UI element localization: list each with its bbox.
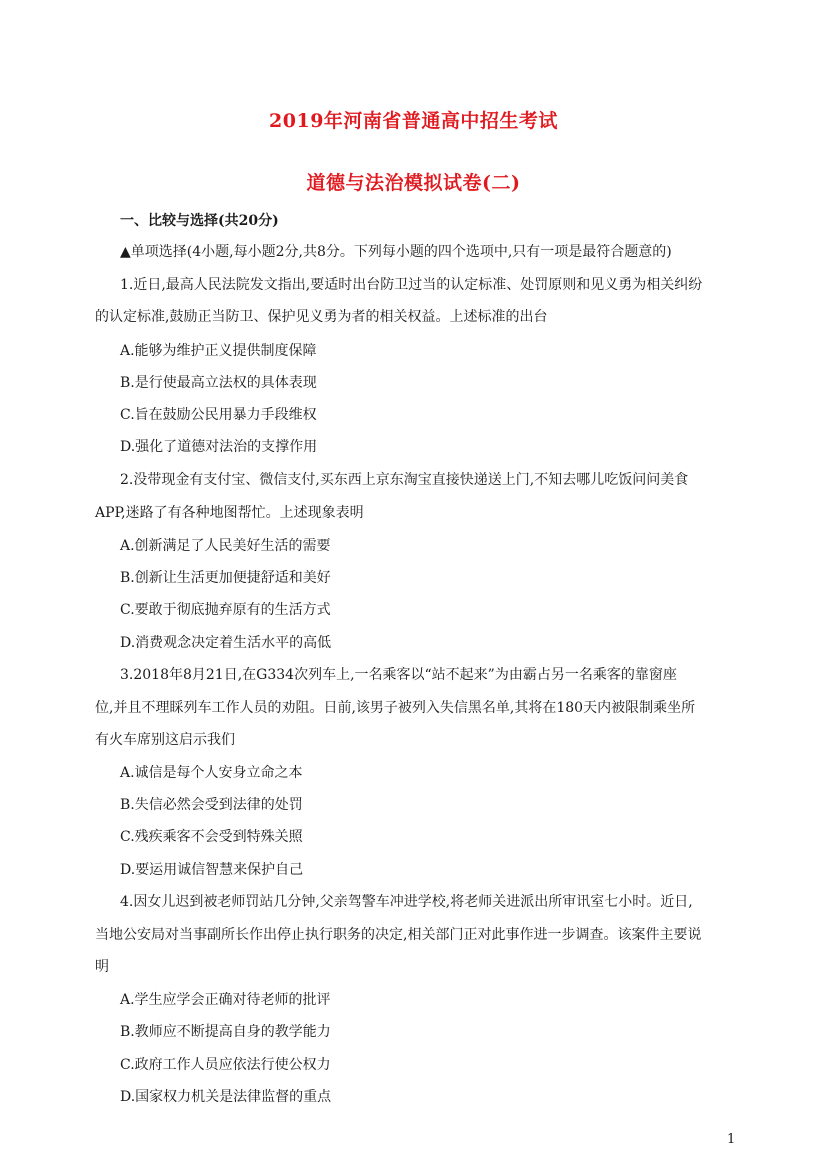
question-1-option-c: C.旨在鼓励公民用暴力手段维权: [120, 407, 317, 423]
exam-title: 2019年河南省普通高中招生考试: [269, 110, 558, 132]
question-2-option-b: B.创新让生活更加便捷舒适和美好: [120, 570, 331, 586]
question-3-option-d: D.要运用诚信智慧来保护自己: [120, 862, 304, 878]
question-2-option-d: D.消费观念决定着生活水平的高低: [120, 635, 332, 651]
question-4-stem-line-3: 明: [95, 959, 109, 975]
question-2-option-a: A.创新满足了人民美好生活的需要: [120, 538, 331, 554]
question-1-option-b: B.是行使最高立法权的具体表现: [120, 375, 317, 391]
question-4-option-b: B.教师应不断提高自身的教学能力: [120, 1024, 331, 1040]
page-number: 1: [727, 1132, 736, 1147]
question-4-stem-line-2: 当地公安局对当事副所长作出停止执行职务的决定,相关部门正对此事作进一步调查。该案件主要说: [95, 927, 702, 943]
question-4-option-c: C.政府工作人员应依法行使公权力: [120, 1057, 331, 1073]
question-1-stem-line-1: 1.近日,最高人民法院发文指出,要适时出台防卫过当的认定标准、处罚原则和见义勇为相关纠纷: [120, 277, 703, 293]
question-3-option-c: C.残疾乘客不会受到特殊关照: [120, 829, 303, 845]
section-heading: 一、比较与选择(共20分): [120, 213, 279, 229]
question-3-stem-line-3: 有火车席别这启示我们: [95, 732, 235, 748]
question-2-stem-line-1: 2.没带现金有支付宝、微信支付,买东西上京东淘宝直接快递送上门,不知去哪儿吃饭问问美食: [120, 472, 689, 488]
question-3-option-a: A.诚信是每个人安身立命之本: [120, 765, 303, 781]
question-2-option-c: C.要敢于彻底抛弃原有的生活方式: [120, 602, 331, 618]
question-3-stem-line-1: 3.2018年8月21日,在G334次列车上,一名乘客以“站不起来”为由霸占另一名乘客的靠窗座: [120, 667, 677, 683]
question-3-stem-line-2: 位,并且不理睬列车工作人员的劝阻。日前,该男子被列入失信黑名单,其将在180天内被限制乘坐所: [95, 700, 696, 716]
question-1-option-d: D.强化了道德对法治的支撑作用: [120, 439, 318, 455]
question-4-option-a: A.学生应学会正确对待老师的批评: [120, 992, 331, 1008]
section-instructions: ▲单项选择(4小题,每小题2分,共8分。下列每小题的四个选项中,只有一项是最符合题意的): [120, 244, 672, 260]
question-3-option-b: B.失信必然会受到法律的处罚: [120, 797, 303, 813]
question-1-option-a: A.能够为维护正义提供制度保障: [120, 343, 317, 359]
question-1-stem-line-2: 的认定标准,鼓励正当防卫、保护见义勇为者的相关权益。上述标准的出台: [95, 309, 548, 325]
question-4-stem-line-1: 4.因女儿迟到被老师罚站几分钟,父亲驾警车冲进学校,将老师关进派出所审讯室七小时。近日,: [120, 894, 693, 910]
question-2-stem-line-2: APP,迷路了有各种地图帮忙。上述现象表明: [95, 505, 364, 521]
question-4-option-d: D.国家权力机关是法律监督的重点: [120, 1089, 332, 1105]
exam-subtitle: 道德与法治模拟试卷(二): [306, 172, 521, 194]
